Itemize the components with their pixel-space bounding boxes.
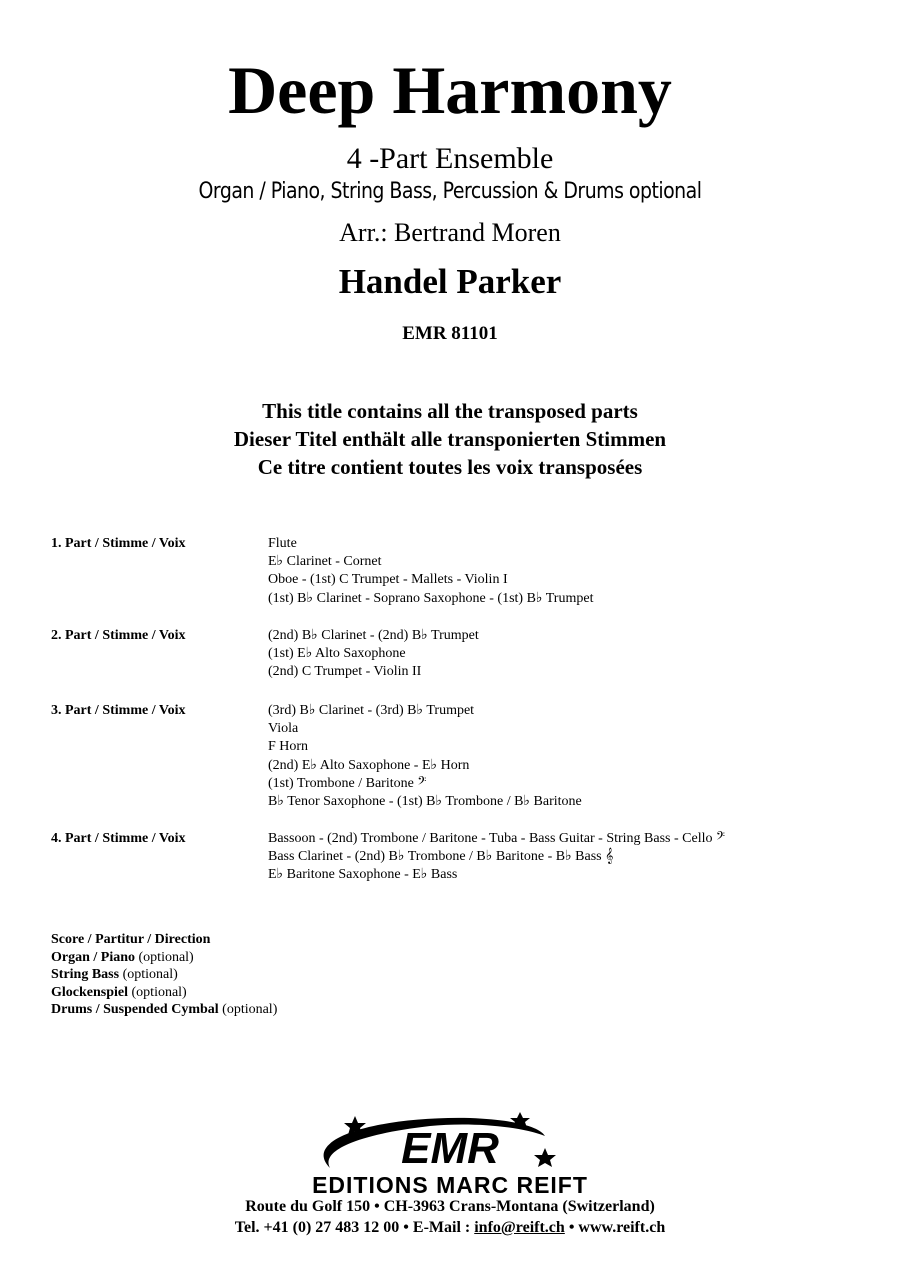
extra-item: Drums / Suspended Cymbal (optional): [51, 1002, 278, 1018]
notice-fr: Ce titre contient toutes les voix transposées: [257, 455, 643, 479]
emr-logo: [0, 1108, 900, 1198]
part-item: (2nd) E♭ Alto Saxophone - E♭ Horn: [268, 757, 470, 773]
part-2-label: 2. Part / Stimme / Voix: [51, 628, 186, 643]
publisher-address: Route du Golf 150 • CH-3963 Crans-Montana (Switzerland): [245, 1198, 655, 1215]
extra-item: String Bass (optional): [51, 967, 178, 983]
extra-item: Score / Partitur / Direction: [51, 932, 211, 947]
notice-en: This title contains all the transposed parts: [262, 399, 638, 423]
part-item: E♭ Baritone Saxophone - E♭ Bass: [268, 867, 458, 883]
publisher-name: EDITIONS MARC REIFT: [312, 1172, 588, 1198]
publisher-contact: Tel. +41 (0) 27 483 12 00 • E-Mail : info@reift.ch • www.reift.ch: [234, 1219, 666, 1236]
part-item: Viola: [268, 721, 299, 737]
instrumentation: Organ / Piano, String Bass, Percussion & Drums optional: [198, 179, 702, 204]
part-item: (1st) Trombone / Baritone 𝄢: [268, 775, 427, 791]
notice-de: Dieser Titel enthält alle transponierten Stimmen: [233, 427, 667, 451]
part-4-label: 4. Part / Stimme / Voix: [51, 831, 186, 846]
star-icon: [534, 1148, 556, 1167]
part-item: (1st) E♭ Alto Saxophone: [268, 646, 406, 662]
part-4-list: [268, 830, 725, 885]
part-1-label: 1. Part / Stimme / Voix: [51, 536, 186, 551]
part-item: Bass Clarinet - (2nd) B♭ Trombone / B♭ Baritone - B♭ Bass 𝄞: [268, 849, 614, 865]
part-1-list: [268, 535, 593, 608]
arranger: Arr.: Bertrand Moren: [339, 218, 561, 247]
part-item: F Horn: [268, 739, 309, 755]
part-item: Oboe - (1st) C Trumpet - Mallets - Violin I: [268, 572, 508, 588]
part-3-label: 3. Part / Stimme / Voix: [51, 703, 186, 718]
part-item: E♭ Clarinet - Cornet: [268, 554, 382, 570]
extra-item: Organ / Piano (optional): [51, 949, 194, 965]
composer: Handel Parker: [338, 262, 562, 301]
part-item: Bassoon - (2nd) Trombone / Baritone - Tuba - Bass Guitar - String Bass - Cello 𝄢: [268, 831, 725, 846]
part-item: (1st) B♭ Clarinet - Soprano Saxophone - (1st) B♭ Trumpet: [268, 590, 594, 606]
email-link[interactable]: info@reift.ch: [474, 1219, 565, 1236]
part-item: B♭ Tenor Saxophone - (1st) B♭ Trombone / B♭ Baritone: [268, 794, 582, 810]
part-item: (2nd) C Trumpet - Violin II: [268, 664, 422, 680]
part-item: Flute: [268, 536, 297, 551]
subtitle: 4 -Part Ensemble: [346, 142, 554, 175]
part-item: (3rd) B♭ Clarinet - (3rd) B♭ Trumpet: [268, 703, 475, 718]
part-item: (2nd) B♭ Clarinet - (2nd) B♭ Trumpet: [268, 628, 479, 643]
title: Deep Harmony: [228, 52, 672, 128]
extra-item: Glockenspiel (optional): [51, 984, 187, 1000]
part-3-list: [268, 702, 582, 811]
extras-list: [51, 931, 277, 1019]
part-2-list: [268, 627, 479, 682]
logo-emr-text: EMR: [401, 1124, 499, 1173]
catalog-number: EMR 81101: [402, 323, 498, 344]
